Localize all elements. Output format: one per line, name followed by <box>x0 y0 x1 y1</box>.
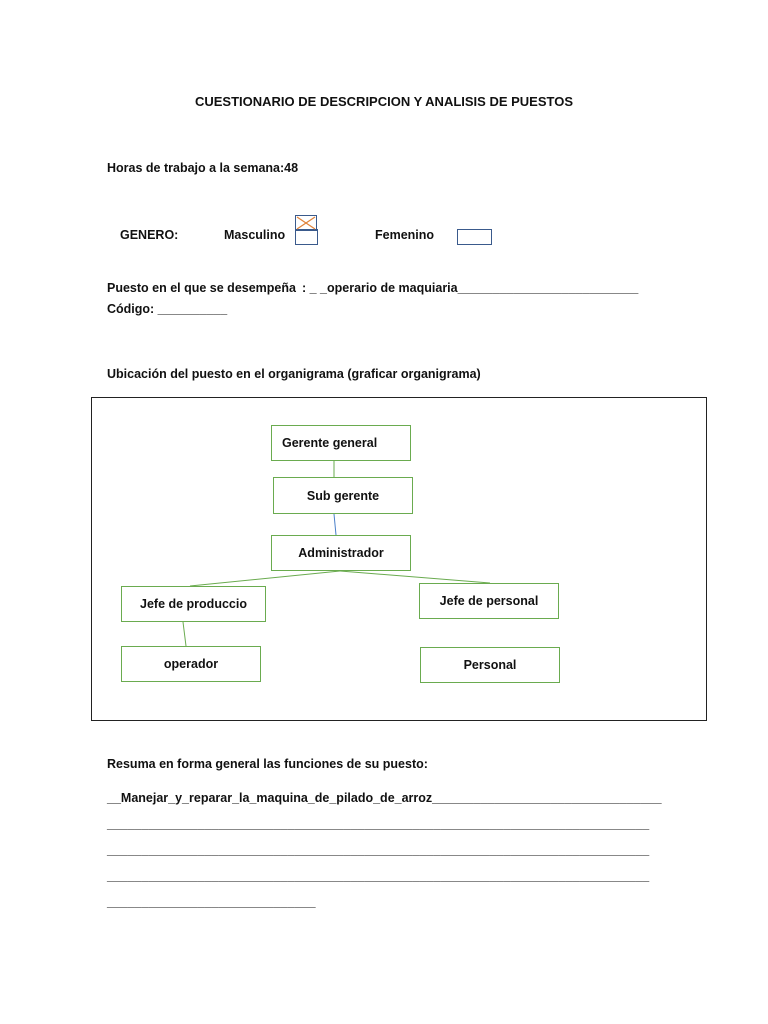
functions-heading: Resuma en forma general las funciones de su puesto: <box>107 757 428 771</box>
female-label: Femenino <box>375 228 435 242</box>
org-node-jefe-personal: Jefe de personal <box>419 583 559 619</box>
code-field: Código: __________ <box>107 302 228 316</box>
hours-label: Horas de trabajo a la semana:48 <box>107 161 299 175</box>
connector-subgerente-administrador <box>334 514 336 535</box>
connector-admin-personal <box>340 571 490 583</box>
org-node-gerente-general: Gerente general <box>271 425 411 461</box>
org-node-sub-gerente: Sub gerente <box>273 477 413 514</box>
org-node-administrador: Administrador <box>271 535 411 571</box>
document-title: CUESTIONARIO DE DESCRIPCION Y ANALISIS DE PUESTOS <box>194 94 574 109</box>
gender-label: GENERO: <box>120 228 179 242</box>
functions-line-3: ______________________________________________________________________________ <box>107 843 650 857</box>
functions-line-2: ______________________________________________________________________________ <box>107 817 650 831</box>
male-label: Masculino <box>224 228 286 242</box>
functions-line-1: __Manejar_y_reparar_la_maquina_de_pilado_de_arroz_________________________________ <box>107 791 662 805</box>
position-label: Puesto en el que se desempeña <box>107 281 296 295</box>
connector-admin-produccion <box>190 571 340 586</box>
functions-line-4: ______________________________________________________________________________ <box>107 869 650 883</box>
connector-produccion-operador <box>183 622 186 646</box>
org-node-personal: Personal <box>420 647 560 683</box>
functions-line-5: ______________________________ <box>107 895 316 909</box>
position-value: : _ _operario de maquiaria__________________________ <box>302 281 639 295</box>
org-heading: Ubicación del puesto en el organigrama (graficar organigrama) <box>107 367 481 381</box>
org-node-operador: operador <box>121 646 261 682</box>
org-node-jefe-produccion: Jefe de produccio <box>121 586 266 622</box>
